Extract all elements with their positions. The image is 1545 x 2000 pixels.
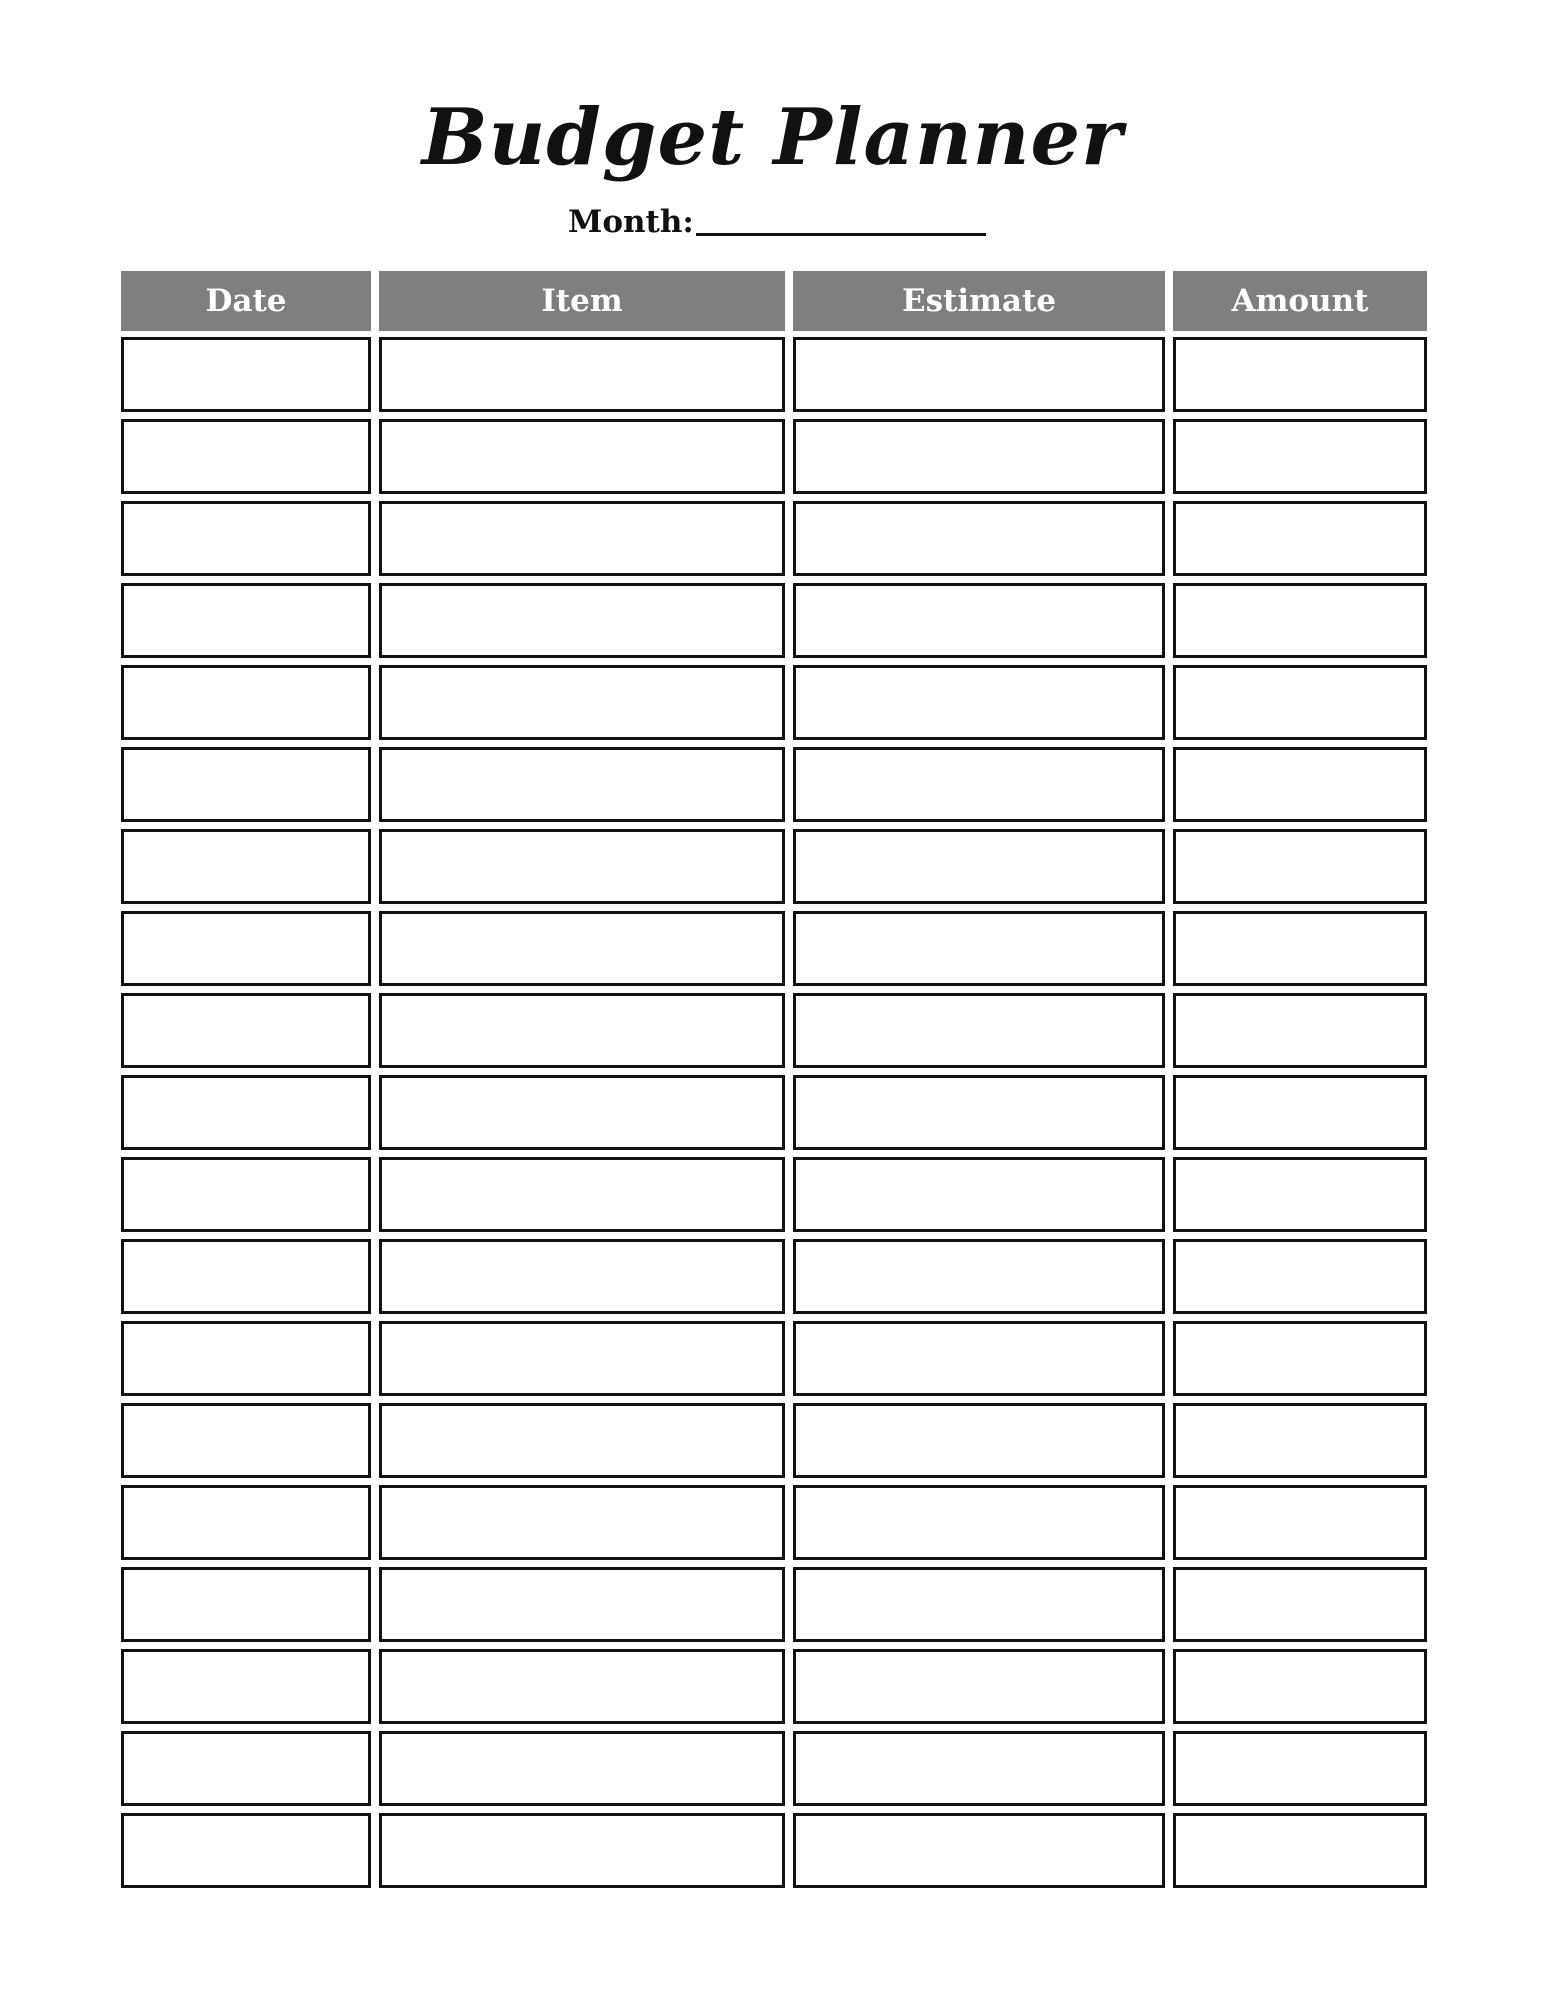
date-cell[interactable] [121,1567,371,1642]
item-cell[interactable] [379,1485,785,1560]
item-cell[interactable] [379,1403,785,1478]
amount-cell[interactable] [1173,1567,1427,1642]
table-row [121,747,1427,822]
amount-cell[interactable] [1173,1075,1427,1150]
amount-cell[interactable] [1173,1321,1427,1396]
item-cell[interactable] [379,747,785,822]
amount-cell[interactable] [1173,337,1427,412]
item-cell[interactable] [379,1567,785,1642]
amount-cell[interactable] [1173,911,1427,986]
estimate-cell[interactable] [793,419,1165,494]
item-cell[interactable] [379,665,785,740]
estimate-cell[interactable] [793,1403,1165,1478]
estimate-cell[interactable] [793,829,1165,904]
table-row [121,1403,1427,1478]
date-cell[interactable] [121,1731,371,1806]
date-cell[interactable] [121,1239,371,1314]
estimate-cell[interactable] [793,1649,1165,1724]
table-header [121,271,1427,331]
table-row [121,1239,1427,1314]
item-cell[interactable] [379,1731,785,1806]
table-row [121,911,1427,986]
amount-cell[interactable] [1173,993,1427,1068]
amount-cell[interactable] [1173,419,1427,494]
date-cell[interactable] [121,1649,371,1724]
table-row [121,1731,1427,1806]
page-title: Budget Planner [421,92,1124,183]
date-cell[interactable] [121,1813,371,1888]
estimate-cell[interactable] [793,747,1165,822]
table-row [121,501,1427,576]
month-field [568,198,988,238]
table-row [121,1485,1427,1560]
amount-cell[interactable] [1173,1485,1427,1560]
estimate-cell[interactable] [793,1485,1165,1560]
estimate-cell[interactable] [793,1321,1165,1396]
date-cell[interactable] [121,1403,371,1478]
estimate-cell[interactable] [793,1567,1165,1642]
item-cell[interactable] [379,1649,785,1724]
item-cell[interactable] [379,337,785,412]
date-cell[interactable] [121,1485,371,1560]
column-header-estimate: Estimate [793,271,1165,331]
item-cell[interactable] [379,1157,785,1232]
item-cell[interactable] [379,1813,785,1888]
estimate-cell[interactable] [793,1731,1165,1806]
estimate-cell[interactable] [793,337,1165,412]
item-cell[interactable] [379,1075,785,1150]
date-cell[interactable] [121,993,371,1068]
estimate-cell[interactable] [793,993,1165,1068]
table-row [121,1649,1427,1724]
date-cell[interactable] [121,665,371,740]
table-body [121,337,1427,1888]
date-cell[interactable] [121,747,371,822]
date-cell[interactable] [121,911,371,986]
date-cell[interactable] [121,1157,371,1232]
estimate-cell[interactable] [793,665,1165,740]
item-cell[interactable] [379,583,785,658]
date-cell[interactable] [121,829,371,904]
table-row [121,1567,1427,1642]
estimate-cell[interactable] [793,583,1165,658]
table-row [121,1157,1427,1232]
table-row [121,419,1427,494]
amount-cell[interactable] [1173,1813,1427,1888]
amount-cell[interactable] [1173,583,1427,658]
amount-cell[interactable] [1173,1731,1427,1806]
date-cell[interactable] [121,501,371,576]
table-row [121,1075,1427,1150]
table-row [121,583,1427,658]
estimate-cell[interactable] [793,1075,1165,1150]
date-cell[interactable] [121,1321,371,1396]
month-input-line[interactable] [696,233,986,236]
item-cell[interactable] [379,501,785,576]
budget-table [121,271,1427,1895]
estimate-cell[interactable] [793,1813,1165,1888]
month-label: Month: [568,204,694,240]
amount-cell[interactable] [1173,1649,1427,1724]
column-header-date: Date [121,271,371,331]
item-cell[interactable] [379,829,785,904]
date-cell[interactable] [121,583,371,658]
estimate-cell[interactable] [793,911,1165,986]
item-cell[interactable] [379,419,785,494]
item-cell[interactable] [379,1239,785,1314]
amount-cell[interactable] [1173,1403,1427,1478]
amount-cell[interactable] [1173,665,1427,740]
amount-cell[interactable] [1173,829,1427,904]
item-cell[interactable] [379,993,785,1068]
table-row [121,337,1427,412]
date-cell[interactable] [121,337,371,412]
amount-cell[interactable] [1173,501,1427,576]
column-header-amount: Amount [1173,271,1427,331]
item-cell[interactable] [379,911,785,986]
amount-cell[interactable] [1173,747,1427,822]
date-cell[interactable] [121,419,371,494]
table-row [121,665,1427,740]
amount-cell[interactable] [1173,1157,1427,1232]
amount-cell[interactable] [1173,1239,1427,1314]
item-cell[interactable] [379,1321,785,1396]
estimate-cell[interactable] [793,1239,1165,1314]
date-cell[interactable] [121,1075,371,1150]
table-row [121,1813,1427,1888]
estimate-cell[interactable] [793,501,1165,576]
table-row [121,993,1427,1068]
table-row [121,829,1427,904]
table-row [121,1321,1427,1396]
estimate-cell[interactable] [793,1157,1165,1232]
column-header-item: Item [379,271,785,331]
